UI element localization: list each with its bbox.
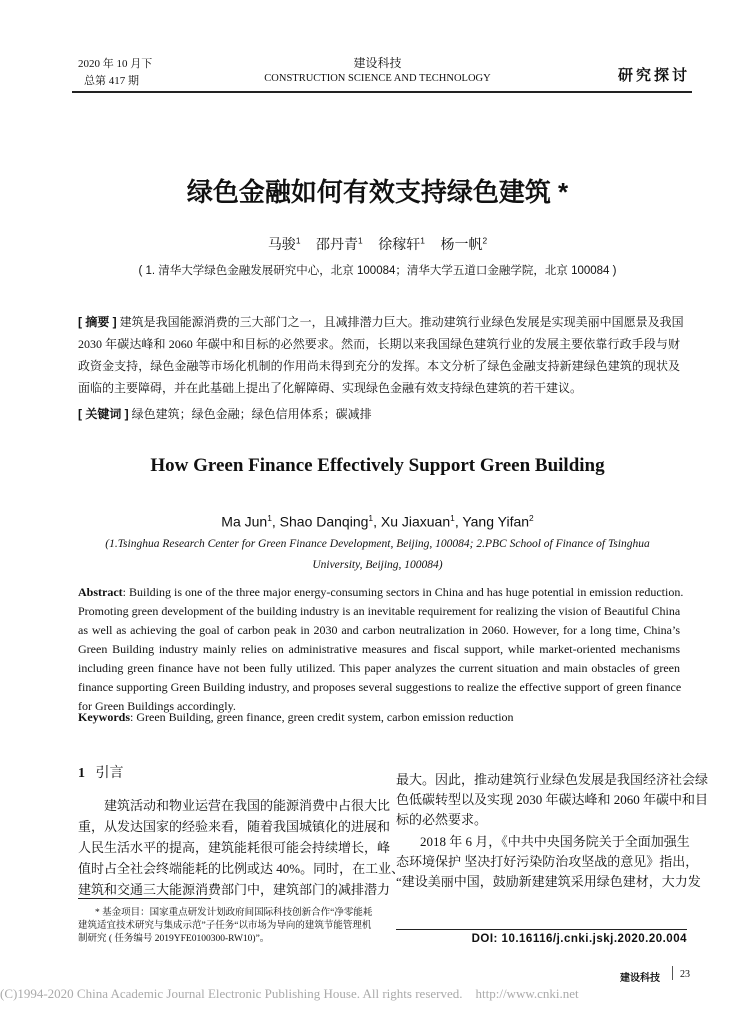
abstract-line: as well as achieving the goal of carbon peak in 2030 and carbon neutralization in 2060. However, for a long time, China’s: [78, 623, 680, 637]
journal-name-cn: 建设科技: [353, 56, 402, 70]
footnote-line: 建筑适宜技术研究与集成示范”子任务“以市场为导向的建筑节能管理机: [78, 921, 372, 931]
footnote-line: * 基金项目：国家重点研发计划政府间国际科技创新合作“净零能耗: [95, 908, 373, 918]
keywords-cn: [ 关键词 ] 绿色建筑；绿色金融；绿色信用体系；碳减排: [78, 407, 372, 421]
abstract-line: finance supporting Green Building industry, and proposes several suggestions to realize the effective support of green finance: [78, 680, 682, 694]
author: 杨一帆$^2$: [440, 235, 488, 252]
abstract-line: including green finance have not been fully utilized. This paper analyzes the current situation and main obstacles of green: [78, 661, 680, 675]
doi-rule: [396, 929, 687, 930]
body-line: “建设美丽中国，鼓励新建建筑采用绿色建材，大力发: [396, 874, 701, 889]
affiliation-en-line: (1.Tsinghua Research Center for Green Finance Development, Beijing, 100084; 2.PBC School of Finance of Tsinghua: [105, 538, 650, 550]
body-line: 标的必然要求。: [396, 812, 488, 827]
section-heading: 1 引言: [78, 764, 124, 781]
body-line: 建筑和交通三大能源消费部门中，建筑部门的减排潜力: [78, 882, 391, 897]
abstract-line: 面临的主要障碍，并在此基础上提出了化解障碍、实现绿色金融有效支持绿色建筑的若干建议。: [78, 381, 583, 395]
author: 马骏$^1$: [267, 235, 301, 252]
body-line: 态环境保护 坚决打好污染防治攻坚战的意见》指出，: [396, 854, 699, 869]
author: 邵丹青$^1$: [316, 235, 363, 252]
author: 徐稼轩$^1$: [378, 235, 425, 252]
authors-en: Ma Jun$^1$, Shao Danqing$^1$, Xu Jiaxuan$^1$, Yang Yifan$^2$: [221, 513, 534, 530]
body-line: 重，从发达国家的经验来看，随着我国城镇化的进展和: [78, 819, 391, 834]
journal-name-en: CONSTRUCTION SCIENCE AND TECHNOLOGY: [264, 73, 491, 84]
abstract-line: Promoting green development of the building industry is an inevitable requirement for realizing the vision of Beautiful China: [78, 604, 681, 618]
abstract-line: Abstract: Building is one of the three major energy-consuming sectors in China and has huge potential in emission reduction.: [78, 585, 684, 599]
body-line: 最大。因此，推动建筑行业绿色发展是我国经济社会绿: [396, 772, 709, 787]
doi: DOI: 10.16116/j.cnki.jskj.2020.20.004: [471, 933, 687, 945]
footnote-rule: [78, 898, 211, 899]
copyright-notice: (C)1994-2020 China Academic Journal Electronic Publishing House. All rights reserved. http://www.cnki.net: [0, 986, 579, 1001]
affiliation-en-line: University, Beijing, 100084): [312, 559, 443, 571]
footer-journal: 建设科技: [620, 973, 660, 984]
abstract-line: [ 摘要 ] 建筑是我国能源消费的三大部门之一，且减排潜力巨大。推动建筑行业绿色发展是实现美丽中国愿景及我国: [78, 315, 684, 329]
footer-divider: [672, 966, 673, 980]
affiliation-cn: ( 1. 清华大学绿色金融发展研究中心，北京 100084；清华大学五道口金融学院，北京 100084 ): [138, 265, 617, 277]
abstract-line: for Green Buildings accordingly.: [78, 699, 236, 713]
body-line: 人民生活水平的提高，建筑能耗很可能会持续增长，峰: [78, 840, 391, 855]
footnote-line: 制研究 ( 任务编号 2019YFE0100300-RW10)”。: [78, 934, 270, 944]
authors-cn: [0, 234, 755, 254]
abstract-line: Green Building industry mainly relies on administrative measures and fiscal support, while market-oriented mechanisms: [78, 642, 680, 656]
abstract-line: 政资金支持，绿色金融等市场化机制的作用尚未得到充分的发挥。本文分析了绿色金融支持新建绿色建筑的现状及: [78, 359, 680, 373]
body-line: 2018 年 6 月，《中共中央国务院关于全面加强生: [420, 834, 690, 849]
abstract-line: 2030 年碳达峰和 2060 年碳中和目标的必然要求。然而，长期以来我国绿色建筑行业的发展主要依靠行政手段与财: [78, 337, 680, 351]
page-number: 23: [680, 969, 690, 980]
section-label: 研究探讨: [618, 67, 691, 84]
header-rule: [72, 91, 692, 93]
title-cn: 绿色金融如何有效支持绿色建筑 *: [186, 177, 569, 207]
keywords-en: Keywords: Green Building, green finance, green credit system, carbon emission reduction: [78, 710, 514, 724]
body-line: 建筑活动和物业运营在我国的能源消费中占很大比: [104, 798, 391, 813]
title-en: How Green Finance Effectively Support Green Building: [150, 455, 605, 476]
issue-number: 总第 417 期: [84, 75, 139, 87]
body-line: 色低碳转型以及实现 2030 年碳达峰和 2060 年碳中和目: [396, 792, 709, 807]
body-line: 值时占全社会终端能耗的比例或达 40%。同时，在工业、: [78, 861, 405, 876]
issue-date: 2020 年 10 月下: [78, 58, 153, 70]
